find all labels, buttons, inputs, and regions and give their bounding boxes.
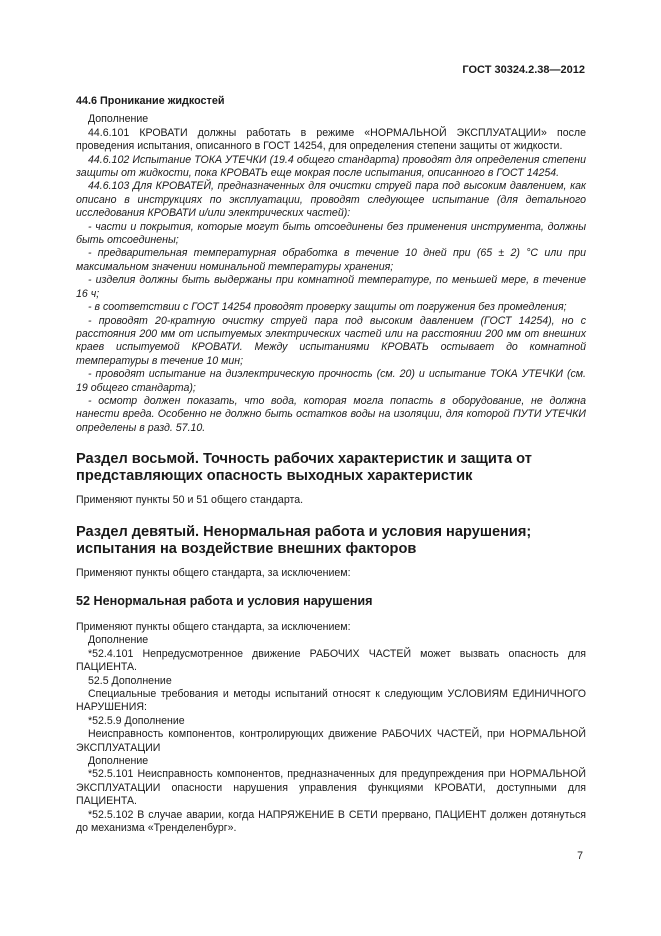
addition-label: Дополнение <box>88 755 149 768</box>
clause-52-5-101: *52.5.101 Неисправность компонентов, предназначенных для предупреждения при НОРМАЛЬНОЙ ЭКСПЛУАТАЦИИ опасности нарушения управления функциями КРОВАТИ, доступными для ПАЦИЕНТА. <box>76 768 586 808</box>
test-step-item: - проводят 20-кратную очистку струей пара под высоким давлением (ГОСТ 14254), но с расстояния 200 мм от испытуемых электрических частей или на расстоянии 200 мм от внешних краев испытуемой КРОВАТИ. Между испытаниями КРОВАТЬ остывает до комнатной температуры в течение 10 мин; <box>76 314 586 367</box>
clause-52-apply: Применяют пункты общего стандарта, за исключением: <box>76 620 351 633</box>
addition-label: Дополнение <box>88 113 149 126</box>
clause-52-5-102: *52.5.102 В случае аварии, когда НАПРЯЖЕНИЕ В СЕТИ прервано, ПАЦИЕНТ должен дотянуться до механизма «Тренделенбург». <box>76 808 586 835</box>
addition-label: Дополнение <box>88 634 149 647</box>
test-step-item: - осмотр должен показать, что вода, которая могла попасть в оборудование, не должна нанести вреда. Особенно не должно быть остатков воды на изоляции, для которой ПУТИ УТЕЧКИ определены в разд. 57.10. <box>76 394 586 434</box>
test-step-item: - части и покрытия, которые могут быть отсоединены без применения инструмента, должны быть отсоединены; <box>76 220 586 247</box>
test-step-item: - в соответствии с ГОСТ 14254 проводят проверку защиты от погружения без промедления; <box>88 301 567 314</box>
clause-52-5-9: *52.5.9 Дополнение <box>88 714 185 727</box>
section-8-text: Применяют пункты 50 и 51 общего стандарта. <box>76 494 304 507</box>
test-step-item: - изделия должны быть выдержаны при комнатной температуре, по меньшей мере, в течение 16 ч; <box>76 274 586 300</box>
clause-52-5-9-text: Неисправность компонентов, контролирующих движение РАБОЧИХ ЧАСТЕЙ, при НОРМАЛЬНОЙ ЭКСПЛУАТАЦИИ <box>76 728 586 754</box>
page-content <box>76 95 586 835</box>
clause-44-6-title: 44.6 Проникание жидкостей <box>76 95 225 107</box>
clause-52-5: 52.5 Дополнение <box>88 674 172 687</box>
clause-52-5-text: Специальные требования и методы испытаний относят к следующим УСЛОВИЯМ ЕДИНИЧНОГО НАРУШЕНИЯ: <box>76 688 586 714</box>
test-step-item: - проводят испытание на диэлектрическую прочность (см. 20) и испытание ТОКА УТЕЧКИ (см. 19 общего стандарта); <box>76 368 586 394</box>
test-step-item: - предварительная температурная обработка в течение 10 дней при (65 ± 2) °С или при максимальном значении номинальной температуры хранения; <box>76 247 586 273</box>
section-9-text: Применяют пункты общего стандарта, за исключением: <box>76 566 351 579</box>
document-id-header: ГОСТ 30324.2.38—2012 <box>462 64 585 76</box>
clause-52-4-101: *52.4.101 Непредусмотренное движение РАБОЧИХ ЧАСТЕЙ может вызвать опасность для ПАЦИЕНТА. <box>76 647 586 674</box>
section-9-title: Раздел девятый. Ненормальная работа и условия нарушения; испытания на воздействие внешних факторов <box>76 523 532 557</box>
clause-52-title: 52 Ненормальная работа и условия нарушения <box>76 593 373 608</box>
section-8-title: Раздел восьмой. Точность рабочих характеристик и защита от представляющих опасность выходных характеристик <box>76 451 532 485</box>
page-number: 7 <box>577 850 583 862</box>
clause-44-6-102: 44.6.102 Испытание ТОКА УТЕЧКИ (19.4 общего стандарта) проводят для определения степени защиты от жидкости, пока КРОВАТЬ еще мокрая после испытания, описанного в ГОСТ 14254. <box>76 153 586 180</box>
clause-44-6-101: 44.6.101 КРОВАТИ должны работать в режиме «НОРМАЛЬНОЙ ЭКСПЛУАТАЦИИ» после проведения испытания, описанного в ГОСТ 14254, для определения степени защиты от жидкости. <box>76 126 586 153</box>
clause-44-6-103: 44.6.103 Для КРОВАТЕЙ, предназначенных для очистки струей пара под высоким давлением, как описано в инструкциях по эксплуатации, проводят следующее испытание (для детального исследования КРОВАТИ и/или электрических частей): <box>76 180 586 220</box>
